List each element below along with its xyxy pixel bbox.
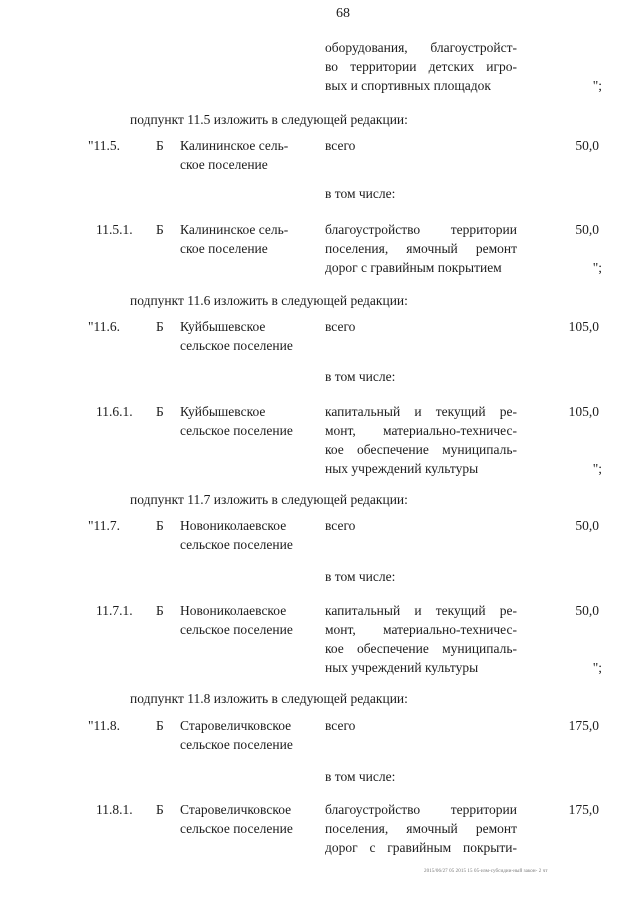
row-number: "11.5. bbox=[88, 138, 121, 153]
row-number: 11.5.1. bbox=[96, 222, 133, 237]
continuation-text bbox=[325, 38, 517, 95]
row-name-line: Старовеличковское bbox=[180, 802, 292, 817]
row-number: "11.8. bbox=[88, 718, 121, 733]
row-amount: 105,0 bbox=[568, 404, 599, 419]
including-label: в том числе: bbox=[325, 769, 396, 784]
desc-line: поселения, ямочный ремонт bbox=[325, 821, 517, 836]
row-name-line: Куйбышевское bbox=[180, 404, 266, 419]
row-desc: всего bbox=[325, 518, 356, 533]
row-number: 11.6.1. bbox=[96, 404, 133, 419]
row-amount: 50,0 bbox=[575, 138, 599, 153]
row-name-line: ское поселение bbox=[180, 241, 268, 256]
row-name-line: Куйбышевское bbox=[180, 319, 266, 334]
row-name bbox=[180, 800, 320, 838]
desc-line: благоустройство территории bbox=[325, 222, 517, 237]
row-name-line: сельское поселение bbox=[180, 737, 293, 752]
desc-line: монт, материально-техничес- bbox=[325, 423, 517, 438]
end-quote: "; bbox=[592, 660, 602, 675]
page-number: 68 bbox=[336, 6, 350, 21]
row-desc bbox=[325, 220, 517, 277]
desc-line: кое обеспечение муниципаль- bbox=[325, 641, 517, 656]
row-letter: Б bbox=[156, 319, 164, 334]
row-number: 11.7.1. bbox=[96, 603, 133, 618]
row-name bbox=[180, 317, 320, 355]
including-label: в том числе: bbox=[325, 569, 396, 584]
row-name-line: сельское поселение bbox=[180, 537, 293, 552]
row-name bbox=[180, 136, 320, 174]
continuation-line: вых и спортивных площадок bbox=[325, 78, 491, 93]
row-amount: 105,0 bbox=[568, 319, 599, 334]
row-name-line: ское поселение bbox=[180, 157, 268, 172]
row-name-line: Новониколаевское bbox=[180, 603, 287, 618]
desc-line: дорог с гравийным покрыти- bbox=[325, 840, 517, 855]
including-label: в том числе: bbox=[325, 369, 396, 384]
section-intro: подпункт 11.7 изложить в следующей редакции: bbox=[130, 492, 408, 507]
section-intro: подпункт 11.5 изложить в следующей редакции: bbox=[130, 112, 408, 127]
row-name-line: Новониколаевское bbox=[180, 518, 287, 533]
row-letter: Б bbox=[156, 518, 164, 533]
row-letter: Б bbox=[156, 802, 164, 817]
row-name bbox=[180, 516, 320, 554]
desc-line: ных учреждений культуры bbox=[325, 461, 479, 476]
row-number: "11.6. bbox=[88, 319, 121, 334]
row-number: 11.8.1. bbox=[96, 802, 133, 817]
end-quote: "; bbox=[592, 260, 602, 275]
desc-line: поселения, ямочный ремонт bbox=[325, 241, 517, 256]
row-amount: 50,0 bbox=[575, 603, 599, 618]
row-name-line: Старовеличковское bbox=[180, 718, 292, 733]
row-name-line: Калининское сель- bbox=[180, 222, 289, 237]
end-quote: "; bbox=[592, 461, 602, 476]
row-name bbox=[180, 220, 320, 258]
end-quote: "; bbox=[592, 78, 602, 93]
row-desc bbox=[325, 402, 517, 478]
row-name-line: сельское поселение bbox=[180, 423, 293, 438]
row-amount: 175,0 bbox=[568, 718, 599, 733]
row-name-line: сельское поселение bbox=[180, 338, 293, 353]
row-desc: всего bbox=[325, 718, 356, 733]
row-name bbox=[180, 601, 320, 639]
row-amount: 50,0 bbox=[575, 222, 599, 237]
continuation-line: во территории детских игро- bbox=[325, 59, 517, 74]
desc-line: капитальный и текущий ре- bbox=[325, 603, 517, 618]
row-number: "11.7. bbox=[88, 518, 121, 533]
row-name-line: сельское поселение bbox=[180, 622, 293, 637]
row-desc bbox=[325, 800, 517, 857]
row-letter: Б bbox=[156, 138, 164, 153]
row-letter: Б bbox=[156, 718, 164, 733]
row-desc bbox=[325, 601, 517, 677]
row-letter: Б bbox=[156, 404, 164, 419]
section-intro: подпункт 11.8 изложить в следующей редакции: bbox=[130, 691, 408, 706]
continuation-line: оборудования, благоустройст- bbox=[325, 40, 517, 55]
row-desc: всего bbox=[325, 319, 356, 334]
desc-line: монт, материально-техничес- bbox=[325, 622, 517, 637]
row-letter: Б bbox=[156, 603, 164, 618]
desc-line: дорог с гравийным покрытием bbox=[325, 260, 502, 275]
section-intro: подпункт 11.6 изложить в следующей редакции: bbox=[130, 293, 408, 308]
row-amount: 50,0 bbox=[575, 518, 599, 533]
desc-line: капитальный и текущий ре- bbox=[325, 404, 517, 419]
row-letter: Б bbox=[156, 222, 164, 237]
footer-filepath: 2015/06/27 05 2015 15 05-изм-субсидии-ный закон- 2 чт bbox=[424, 869, 548, 874]
row-name bbox=[180, 402, 320, 440]
desc-line: ных учреждений культуры bbox=[325, 660, 479, 675]
row-amount: 175,0 bbox=[568, 802, 599, 817]
including-label: в том числе: bbox=[325, 186, 396, 201]
row-name bbox=[180, 716, 320, 754]
row-desc: всего bbox=[325, 138, 356, 153]
row-name-line: Калининское сель- bbox=[180, 138, 289, 153]
desc-line: кое обеспечение муниципаль- bbox=[325, 442, 517, 457]
desc-line: благоустройство территории bbox=[325, 802, 517, 817]
row-name-line: сельское поселение bbox=[180, 821, 293, 836]
